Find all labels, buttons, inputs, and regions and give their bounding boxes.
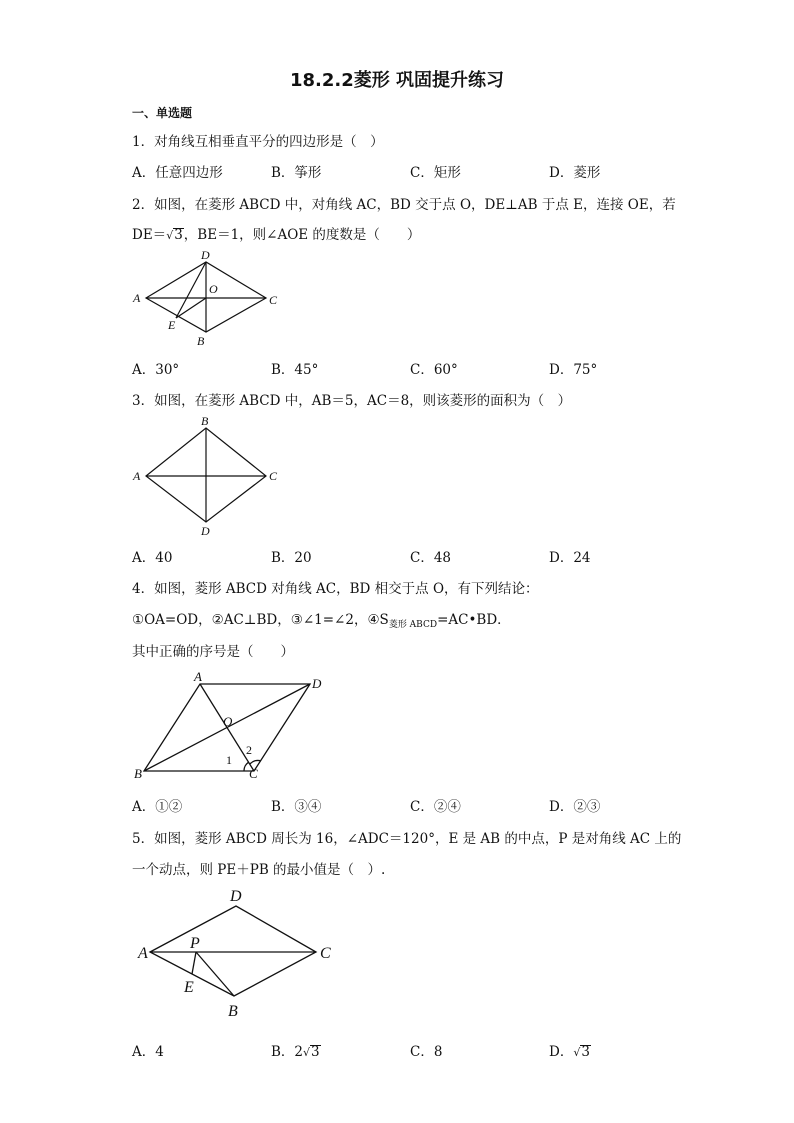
q1-option-d[interactable]: D．菱形	[549, 165, 601, 181]
q4-stem-line1: 4．如图，菱形 ABCD 对角线 AC，BD 相交于点 O，有下列结论：	[132, 581, 539, 597]
q2-option-b[interactable]: B．45°	[271, 362, 319, 378]
q5-option-b[interactable]: B．2√3	[271, 1044, 320, 1060]
q4-option-d[interactable]: D．②③	[549, 799, 601, 815]
q4-stem-line2-pre: ①OA=OD，②AC⊥BD，③∠1=∠2，④S	[132, 612, 389, 628]
q2-option-c[interactable]: C．60°	[410, 362, 458, 378]
section-heading: 一、单选题	[132, 106, 193, 120]
q4-label-o: O	[223, 714, 233, 729]
q5-figure	[128, 882, 348, 1022]
q2-label-e: E	[168, 318, 176, 332]
q2-label-b: B	[197, 334, 205, 348]
q4-stem-line2-post: =AC•BD．	[437, 612, 511, 628]
q5-option-a[interactable]: A．4	[132, 1044, 164, 1060]
q4-label-angle-2: 2	[246, 743, 252, 757]
q1-option-b[interactable]: B．筝形	[271, 165, 322, 181]
q5-label-e: E	[184, 979, 194, 996]
q3-option-d[interactable]: D．24	[549, 550, 591, 566]
q5-option-d-radicand: 3	[581, 1044, 590, 1060]
q4-option-c[interactable]: C．②④	[410, 799, 461, 815]
q2-figure	[128, 248, 288, 348]
q2-stem-line2-post: ，BE＝1，则∠AOE 的度数是（ ）	[183, 227, 421, 243]
q4-option-a[interactable]: A．①②	[132, 799, 183, 815]
q1-option-a[interactable]: A．任意四边形	[132, 165, 223, 181]
q5-stem-line2: 一个动点，则 PE＋PB 的最小值是（ ）.	[132, 862, 386, 878]
q4-option-b[interactable]: B．③④	[271, 799, 322, 815]
q5-segment-pe	[192, 952, 196, 974]
q5-label-c: C	[320, 945, 331, 962]
q2-stem-line1: 2．如图，在菱形 ABCD 中，对角线 AC，BD 交于点 O，DE⊥AB 于点 E，连接 OE，若	[132, 197, 676, 213]
page-title: 18.2.2菱形 巩固提升练习	[289, 70, 505, 91]
q3-figure	[128, 414, 288, 540]
q5-label-b: B	[228, 1003, 238, 1020]
q2-option-d[interactable]: D．75°	[549, 362, 598, 378]
q5-label-p: P	[190, 935, 200, 952]
q2-label-c: C	[269, 293, 278, 307]
q3-option-b[interactable]: B．20	[271, 550, 312, 566]
q3-option-a[interactable]: A．40	[132, 550, 173, 566]
q3-label-d: D	[201, 524, 210, 538]
q4-area-subscript: 菱形 ABCD	[388, 620, 438, 630]
q2-sqrt-value: 3	[174, 227, 183, 243]
q4-label-a: A	[194, 669, 202, 684]
q5-option-b-text: B．2	[271, 1044, 304, 1060]
q3-label-b: B	[201, 414, 209, 428]
q2-option-a[interactable]: A．30°	[132, 362, 180, 378]
q4-label-c: C	[249, 766, 258, 781]
q5-stem-line1: 5．如图，菱形 ABCD 周长为 16，∠ADC＝120°，E 是 AB 的中点，P 是对角线 AC 上的	[132, 831, 682, 847]
q4-label-b: B	[134, 766, 142, 781]
q5-option-d-text: D．	[549, 1044, 574, 1060]
q1-option-c[interactable]: C．矩形	[410, 165, 461, 181]
q4-label-angle-1: 1	[226, 753, 232, 767]
q4-stem-line2	[132, 608, 511, 630]
q1-stem: 1．对角线互相垂直平分的四边形是（ ）	[132, 134, 384, 150]
q5-segment-pb	[196, 952, 234, 996]
q5-option-d[interactable]: D．√3	[549, 1044, 590, 1060]
q3-label-c: C	[269, 469, 278, 483]
q2-label-a: A	[133, 291, 141, 305]
q2-label-o: O	[209, 282, 218, 296]
q5-label-a: A	[138, 945, 148, 962]
q3-stem: 3．如图，在菱形 ABCD 中，AB＝5，AC＝8，则该菱形的面积为（ ）	[132, 393, 572, 409]
q4-figure	[128, 666, 338, 784]
q5-option-c[interactable]: C．8	[410, 1044, 443, 1060]
q5-rhombus	[150, 906, 316, 996]
q3-label-a: A	[133, 469, 141, 483]
q4-label-d: D	[312, 676, 322, 691]
q2-segment-oe	[176, 298, 206, 318]
q5-label-d: D	[230, 888, 242, 905]
q4-stem-line3: 其中正确的序号是（ ）	[132, 644, 294, 660]
q3-option-c[interactable]: C．48	[410, 550, 452, 566]
q2-stem-line2: DE＝√3，BE＝1，则∠AOE 的度数是（ ）	[132, 227, 421, 243]
q5-option-b-radicand: 3	[311, 1044, 320, 1060]
q2-label-d: D	[201, 248, 210, 262]
q2-stem-line2-pre: DE＝	[132, 227, 167, 243]
